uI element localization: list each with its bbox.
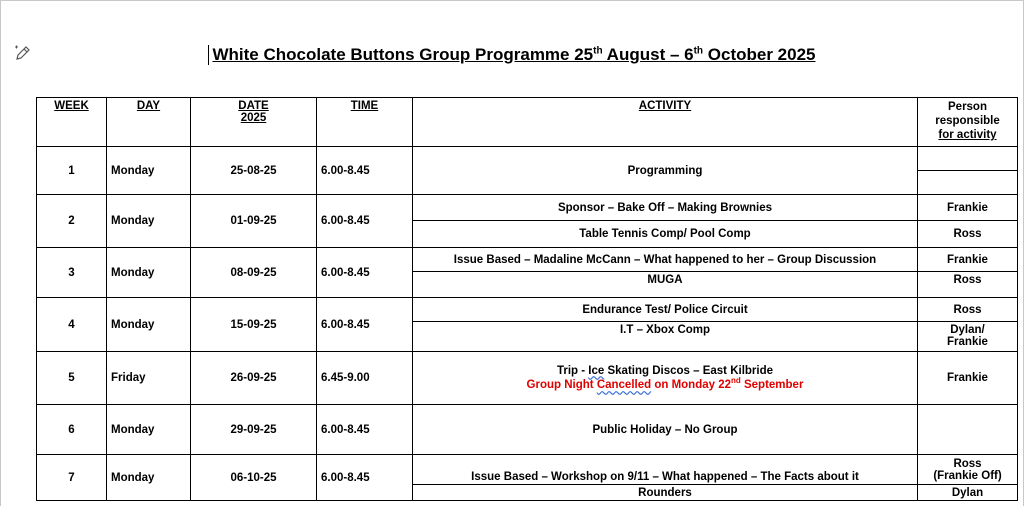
activity-cell: I.T – Xbox Comp — [413, 322, 918, 352]
week-cell: 7 — [37, 455, 107, 501]
day-cell: Monday — [107, 147, 191, 195]
person-cell — [918, 147, 1018, 171]
person-cell: Ross — [918, 221, 1018, 248]
person-cell: Ross (Frankie Off) — [918, 455, 1018, 485]
week-cell: 4 — [37, 298, 107, 352]
person-cell: Frankie — [918, 248, 1018, 272]
page-title: White Chocolate Buttons Group Programme 25th August – 6th October 2025 — [0, 45, 1024, 65]
person-cell: Frankie — [918, 195, 1018, 221]
date-cell: 08-09-25 — [191, 248, 317, 298]
person-cell — [918, 405, 1018, 455]
header-activity: ACTIVITY — [413, 98, 918, 147]
header-person: Person responsible for activity — [918, 98, 1018, 147]
activity-cell: MUGA — [413, 272, 918, 298]
week-cell: 3 — [37, 248, 107, 298]
programme-table — [36, 97, 1018, 501]
date-cell: 26-09-25 — [191, 352, 317, 405]
activity-cell: Trip - Ice Skating Discos – East Kilbride Group Night Cancelled on Monday 22nd September — [413, 352, 918, 405]
time-cell: 6.00-8.45 — [317, 248, 413, 298]
day-cell: Monday — [107, 405, 191, 455]
time-cell: 6.00-8.45 — [317, 195, 413, 248]
person-cell: Ross — [918, 272, 1018, 298]
day-cell: Friday — [107, 352, 191, 405]
person-cell — [918, 171, 1018, 195]
activity-cell: Programming — [413, 147, 918, 195]
table-row — [37, 147, 1018, 171]
activity-cell: Sponsor – Bake Off – Making Brownies — [413, 195, 918, 221]
person-cell: Frankie — [918, 352, 1018, 405]
day-cell: Monday — [107, 248, 191, 298]
time-cell: 6.45-9.00 — [317, 352, 413, 405]
date-cell: 29-09-25 — [191, 405, 317, 455]
table-row — [37, 248, 1018, 272]
activity-cell: Rounders — [413, 485, 918, 501]
time-cell: 6.00-8.45 — [317, 455, 413, 501]
week-cell: 1 — [37, 147, 107, 195]
table-row — [37, 405, 1018, 455]
table-header-row — [37, 98, 1018, 147]
header-date: DATE 2025 — [191, 98, 317, 147]
person-cell: Ross — [918, 298, 1018, 322]
date-cell: 01-09-25 — [191, 195, 317, 248]
date-cell: 06-10-25 — [191, 455, 317, 501]
activity-cell: Public Holiday – No Group — [413, 405, 918, 455]
table-row — [37, 298, 1018, 322]
date-cell: 25-08-25 — [191, 147, 317, 195]
week-cell: 2 — [37, 195, 107, 248]
table-row — [37, 455, 1018, 485]
time-cell: 6.00-8.45 — [317, 405, 413, 455]
activity-cell: Endurance Test/ Police Circuit — [413, 298, 918, 322]
date-cell: 15-09-25 — [191, 298, 317, 352]
header-week: WEEK — [37, 98, 107, 147]
week-cell: 5 — [37, 352, 107, 405]
time-cell: 6.00-8.45 — [317, 147, 413, 195]
header-time: TIME — [317, 98, 413, 147]
person-cell: Dylan — [918, 485, 1018, 501]
person-cell: Dylan/ Frankie — [918, 322, 1018, 352]
activity-cell: Issue Based – Madaline McCann – What happened to her – Group Discussion — [413, 248, 918, 272]
day-cell: Monday — [107, 195, 191, 248]
table-row — [37, 352, 1018, 405]
week-cell: 6 — [37, 405, 107, 455]
day-cell: Monday — [107, 298, 191, 352]
cancellation-note: Group Night Cancelled on Monday 22nd September — [526, 376, 804, 392]
header-day: DAY — [107, 98, 191, 147]
activity-cell: Issue Based – Workshop on 9/11 – What happened – The Facts about it — [413, 455, 918, 485]
day-cell: Monday — [107, 455, 191, 501]
time-cell: 6.00-8.45 — [317, 298, 413, 352]
table-row — [37, 195, 1018, 221]
activity-cell: Table Tennis Comp/ Pool Comp — [413, 221, 918, 248]
